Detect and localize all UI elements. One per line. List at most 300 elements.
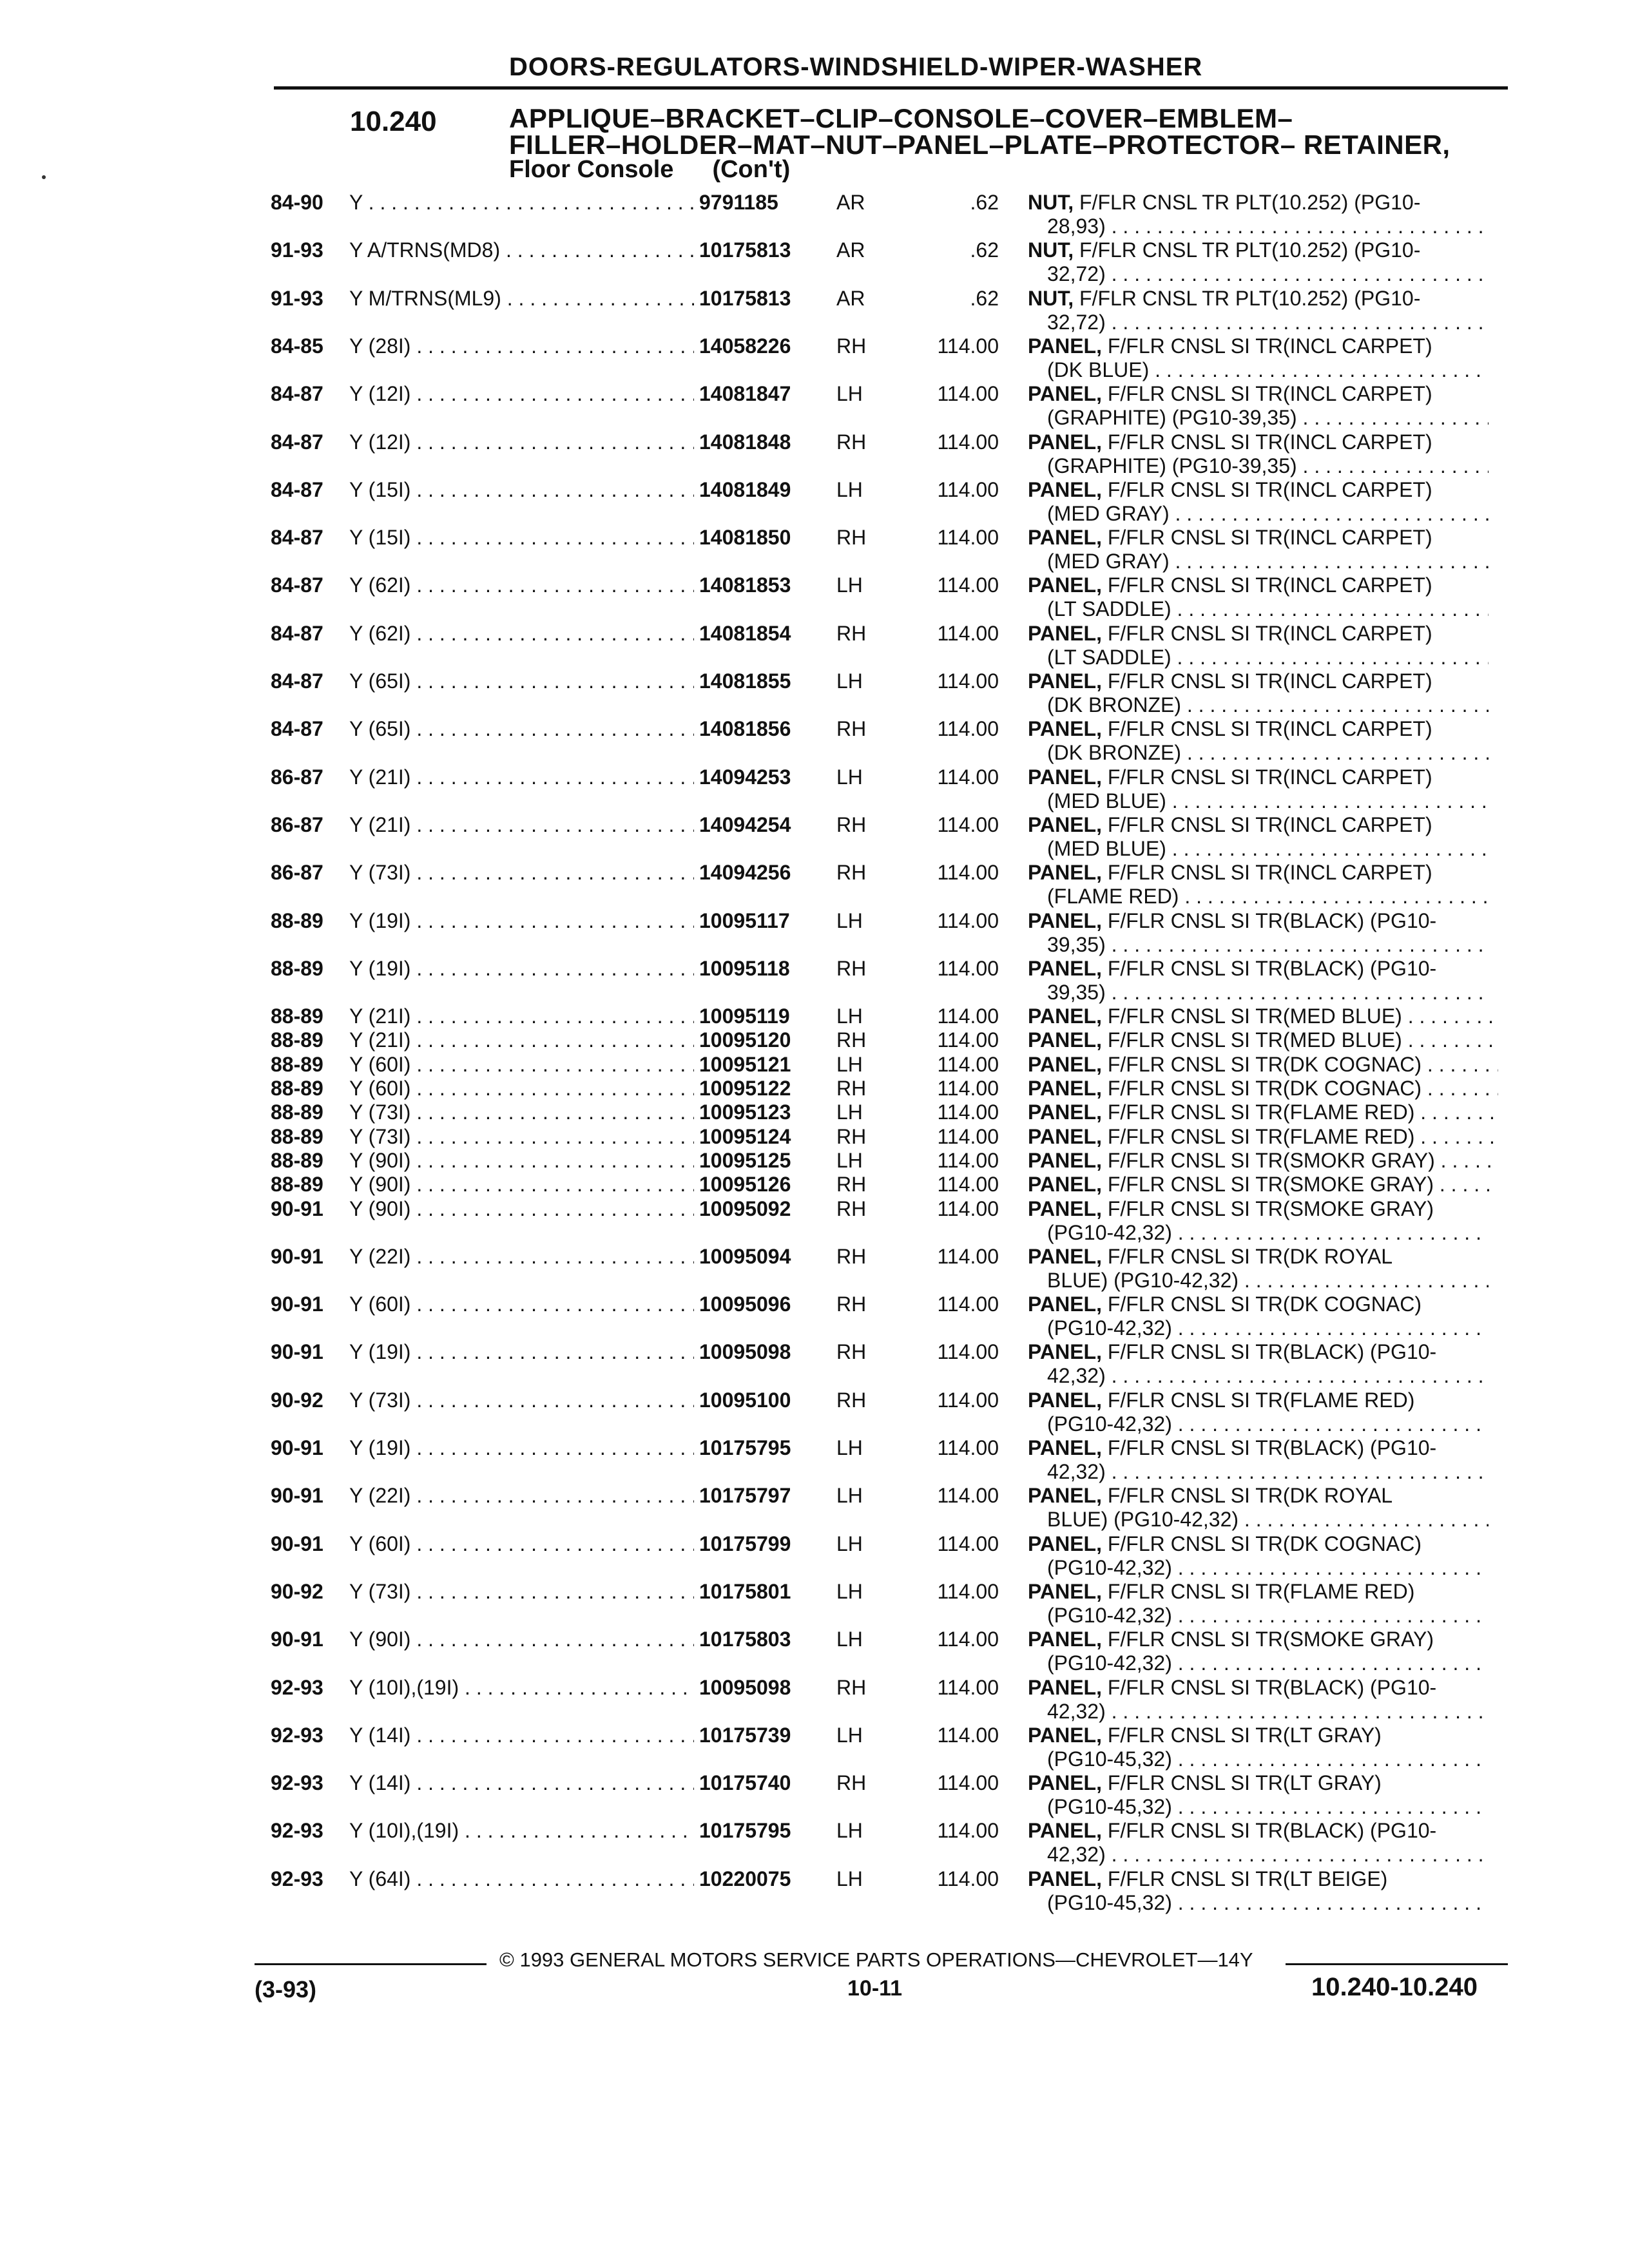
description-line1 (1028, 1676, 1498, 1700)
description-noun: PANEL, (1028, 1484, 1102, 1508)
description-noun: PANEL, (1028, 1388, 1102, 1412)
part-number: 10095092 (699, 1196, 791, 1220)
price: 114.00 (937, 908, 999, 932)
side-code: LH (836, 1148, 863, 1172)
description (1028, 1245, 1498, 1293)
price: 114.00 (937, 1196, 999, 1220)
price: .62 (970, 286, 999, 310)
description-detail: F/FLR CNSL TR PLT(10.252) (PG10- (1074, 238, 1421, 262)
description-line1 (1028, 1628, 1498, 1651)
description-line2: (LT SADDLE) . . . (1028, 646, 1489, 669)
model-years: 84-85 (271, 334, 323, 358)
side-code: RH (836, 1077, 867, 1100)
price: 114.00 (937, 1173, 999, 1196)
model-years: 91-93 (271, 286, 323, 310)
description (1028, 1028, 1498, 1052)
price: 114.00 (937, 1819, 999, 1843)
description-line1 (1028, 1724, 1498, 1747)
part-number: 14081849 (699, 477, 791, 501)
description-line2: (PG10-42,32) . . . (1028, 1651, 1489, 1675)
side-code: LH (836, 1436, 863, 1459)
price: 114.00 (937, 573, 999, 597)
price: 114.00 (937, 526, 999, 550)
price: 114.00 (937, 1100, 999, 1124)
part-number: 10175803 (699, 1628, 791, 1651)
description-detail: F/FLR CNSL SI TR(SMOKE GRAY) (1101, 1196, 1434, 1220)
table-row (0, 1028, 1629, 1052)
application: Y (19I) . . . (349, 957, 694, 981)
side-code: LH (836, 765, 863, 789)
model-years: 92-93 (271, 1771, 323, 1795)
description (1028, 1293, 1498, 1340)
application: Y (21I) . . . (349, 1004, 694, 1028)
table-row (0, 765, 1629, 813)
model-years: 90-91 (271, 1244, 323, 1268)
description-line2: (GRAPHITE) (PG10-39,35) . . . (1028, 406, 1489, 430)
description-line2: (PG10-42,32) . . . (1028, 1604, 1489, 1628)
description (1028, 287, 1498, 334)
model-years: 88-89 (271, 1173, 323, 1196)
footer-page-number: 10-11 (847, 1976, 903, 2001)
description-detail: F/FLR CNSL SI TR(MED BLUE) (1101, 1004, 1402, 1028)
side-code: RH (836, 430, 867, 454)
model-years: 84-87 (271, 477, 323, 501)
description-detail: F/FLR CNSL SI TR(INCL CARPET) (1101, 621, 1432, 645)
table-row (0, 1580, 1629, 1628)
description-detail: F/FLR CNSL SI TR(INCL CARPET) (1101, 669, 1432, 693)
description-line2: (PG10-45,32) . . . (1028, 1795, 1489, 1819)
table-row (0, 573, 1629, 621)
model-years: 90-91 (271, 1293, 323, 1316)
description-noun: PANEL, (1028, 1196, 1102, 1220)
description-detail: F/FLR CNSL SI TR(LT GRAY) (1101, 1771, 1382, 1795)
application: Y (14I) . . . (349, 1771, 694, 1795)
side-code: RH (836, 1173, 867, 1196)
side-code: RH (836, 1340, 867, 1364)
footer-date: (3-93) (255, 1976, 317, 2003)
side-code: LH (836, 1867, 863, 1890)
price: 114.00 (937, 382, 999, 406)
description (1028, 1100, 1498, 1124)
description-line1 (1028, 1028, 1498, 1052)
table-row (0, 1125, 1629, 1149)
model-years: 88-89 (271, 1004, 323, 1028)
model-years: 90-92 (271, 1388, 323, 1412)
side-code: LH (836, 1819, 863, 1843)
table-row (0, 1676, 1629, 1724)
description (1028, 1436, 1498, 1484)
description-noun: PANEL, (1028, 1579, 1102, 1603)
description-line1 (1028, 1100, 1498, 1124)
description-line1 (1028, 1867, 1498, 1891)
application: Y (73I) . . . (349, 1125, 694, 1149)
table-row (0, 1867, 1629, 1915)
application: Y (60I) . . . (349, 1053, 694, 1077)
side-code: RH (836, 1196, 867, 1220)
part-number: 14081856 (699, 717, 791, 741)
description-line2: (DK BRONZE) . . . (1028, 693, 1489, 717)
description-line1 (1028, 1173, 1498, 1196)
description-noun: NUT, (1028, 191, 1074, 214)
description-line1 (1028, 382, 1498, 406)
side-code: RH (836, 1124, 867, 1148)
description-line1 (1028, 1125, 1498, 1149)
model-years: 88-89 (271, 1028, 323, 1052)
table-row (0, 478, 1629, 526)
description (1028, 1724, 1498, 1771)
model-years: 84-87 (271, 526, 323, 550)
part-number: 10220075 (699, 1867, 791, 1890)
description (1028, 1771, 1498, 1819)
header-rule (274, 86, 1508, 90)
side-code: LH (836, 1052, 863, 1076)
description-line1 (1028, 622, 1498, 646)
description-noun: NUT, (1028, 238, 1074, 262)
description-line1 (1028, 1293, 1498, 1316)
description-detail: F/FLR CNSL SI TR(INCL CARPET) (1101, 861, 1432, 885)
price: 114.00 (937, 1004, 999, 1028)
description-line2: (PG10-42,32) . . . (1028, 1221, 1489, 1245)
description-line2: 32,72) . . . (1028, 311, 1489, 334)
price: 114.00 (937, 334, 999, 358)
application: Y (73I) . . . (349, 1389, 694, 1412)
description-detail: F/FLR CNSL SI TR(MED BLUE) (1101, 1028, 1402, 1052)
description-detail: F/FLR CNSL SI TR(SMOKR GRAY) (1101, 1148, 1435, 1172)
description-detail: F/FLR CNSL TR PLT(10.252) (PG10- (1074, 191, 1421, 214)
part-number: 10095119 (699, 1004, 790, 1028)
application: Y (90I) . . . (349, 1149, 694, 1173)
price: 114.00 (937, 1532, 999, 1555)
model-years: 86-87 (271, 765, 323, 789)
price: 114.00 (937, 1340, 999, 1364)
application: Y (10I),(19I) . . . (349, 1676, 694, 1700)
application: Y (60I) . . . (349, 1293, 694, 1316)
description-line2: 39,35) . . . (1028, 933, 1489, 957)
table-row (0, 1197, 1629, 1245)
description-detail: F/FLR CNSL SI TR(DK ROYAL (1101, 1244, 1393, 1268)
application: Y (73I) . . . (349, 1100, 694, 1124)
description-line2: (MED GRAY) . . . (1028, 502, 1489, 526)
description-line1 (1028, 861, 1498, 885)
table-row (0, 622, 1629, 669)
description (1028, 957, 1498, 1004)
footer-rule-right (1286, 1963, 1508, 1965)
application: Y (12I) . . . (349, 382, 694, 406)
description-noun: PANEL, (1028, 765, 1102, 789)
description-detail: F/FLR CNSL SI TR(DK ROYAL (1101, 1484, 1393, 1508)
model-years: 88-89 (271, 956, 323, 980)
description-line1 (1028, 1819, 1498, 1843)
side-code: RH (836, 1675, 867, 1699)
description (1028, 622, 1498, 669)
model-years: 92-93 (271, 1867, 323, 1890)
price: .62 (970, 238, 999, 262)
application: Y M/TRNS(ML9) . . . (349, 287, 694, 311)
model-years: 86-87 (271, 861, 323, 885)
side-code: LH (836, 1628, 863, 1651)
description-detail: F/FLR CNSL SI TR(INCL CARPET) (1101, 382, 1432, 406)
description-line1 (1028, 1004, 1498, 1028)
description-line1 (1028, 957, 1498, 981)
description-detail: F/FLR CNSL SI TR(FLAME RED) (1101, 1100, 1415, 1124)
application: Y (60I) . . . (349, 1532, 694, 1556)
description-line1 (1028, 765, 1498, 789)
description-line1 (1028, 238, 1498, 262)
model-years: 90-91 (271, 1484, 323, 1508)
part-number: 10095100 (699, 1388, 791, 1412)
application: Y (19I) . . . (349, 909, 694, 933)
table-row (0, 861, 1629, 908)
description-detail: F/FLR CNSL SI TR(BLACK) (PG10- (1101, 1675, 1437, 1699)
model-years: 92-93 (271, 1723, 323, 1747)
table-row (0, 191, 1629, 238)
part-number: 10095120 (699, 1028, 791, 1052)
description-line2: (PG10-42,32) . . . (1028, 1556, 1489, 1580)
model-years: 90-91 (271, 1340, 323, 1364)
price: 114.00 (937, 1628, 999, 1651)
description-line2: BLUE) (PG10-42,32) . . . (1028, 1508, 1489, 1532)
part-number: 10095124 (699, 1124, 791, 1148)
side-code: RH (836, 1388, 867, 1412)
part-number: 14094253 (699, 765, 791, 789)
section-continued: (Con't) (712, 156, 791, 183)
table-row (0, 1053, 1629, 1077)
description-line2: 42,32) . . . (1028, 1460, 1489, 1484)
table-row (0, 1724, 1629, 1771)
table-row (0, 287, 1629, 334)
application: Y (12I) . . . (349, 430, 694, 454)
application: Y (64I) . . . (349, 1867, 694, 1891)
description (1028, 1484, 1498, 1532)
price: 114.00 (937, 1484, 999, 1508)
description-line2: (PG10-45,32) . . . (1028, 1891, 1489, 1915)
description (1028, 478, 1498, 526)
description-noun: PANEL, (1028, 1148, 1102, 1172)
application: Y (19I) . . . (349, 1436, 694, 1460)
description-line1 (1028, 717, 1498, 741)
part-number: 10095125 (699, 1148, 791, 1172)
side-code: RH (836, 1028, 867, 1052)
description-noun: PANEL, (1028, 1532, 1102, 1555)
table-row (0, 1340, 1629, 1388)
description-line1 (1028, 1580, 1498, 1604)
description-detail: F/FLR CNSL SI TR(DK COGNAC) (1101, 1532, 1422, 1555)
price: 114.00 (937, 1052, 999, 1076)
side-code: RH (836, 334, 867, 358)
part-number: 10095126 (699, 1173, 791, 1196)
description (1028, 669, 1498, 717)
table-row (0, 334, 1629, 382)
part-number: 10095121 (699, 1052, 791, 1076)
side-code: LH (836, 1484, 863, 1508)
model-years: 84-87 (271, 573, 323, 597)
description-detail: F/FLR CNSL SI TR(SMOKE GRAY) (1101, 1173, 1434, 1196)
price: 114.00 (937, 1388, 999, 1412)
table-row (0, 1149, 1629, 1173)
table-row (0, 1819, 1629, 1867)
side-code: LH (836, 1100, 863, 1124)
description-noun: PANEL, (1028, 1100, 1102, 1124)
description-noun: PANEL, (1028, 1124, 1102, 1148)
price: 114.00 (937, 1293, 999, 1316)
section-subtitle-text: Floor Console (509, 156, 674, 183)
model-years: 84-87 (271, 717, 323, 741)
table-row (0, 526, 1629, 573)
description-line2: (LT SADDLE) . . . (1028, 597, 1489, 621)
description-detail: F/FLR CNSL SI TR(INCL CARPET) (1101, 717, 1432, 741)
part-number: 14058226 (699, 334, 791, 358)
application: Y (62I) . . . (349, 573, 694, 597)
description-detail: F/FLR CNSL SI TR(SMOKE GRAY) (1101, 1628, 1434, 1651)
description-line1 (1028, 526, 1498, 550)
description-line2: (GRAPHITE) (PG10-39,35) . . . (1028, 454, 1489, 478)
description-line1 (1028, 1532, 1498, 1556)
description-detail: F/FLR CNSL SI TR(INCL CARPET) (1101, 573, 1432, 597)
application: Y (90I) . . . (349, 1173, 694, 1196)
table-row (0, 382, 1629, 430)
side-code: LH (836, 573, 863, 597)
description-noun: PANEL, (1028, 1173, 1102, 1196)
description-line2: (MED GRAY) . . . (1028, 550, 1489, 573)
description-line1 (1028, 1484, 1498, 1508)
description-line1 (1028, 478, 1498, 502)
description-detail: F/FLR CNSL SI TR(INCL CARPET) (1101, 526, 1432, 550)
table-row (0, 957, 1629, 1004)
part-number: 14094256 (699, 861, 791, 885)
description (1028, 573, 1498, 621)
side-code: RH (836, 526, 867, 550)
price: 114.00 (937, 1148, 999, 1172)
description-line1 (1028, 813, 1498, 837)
description (1028, 1197, 1498, 1245)
price: 114.00 (937, 669, 999, 693)
part-number: 14081848 (699, 430, 791, 454)
part-number: 10175739 (699, 1723, 791, 1747)
description-line2: 42,32) . . . (1028, 1364, 1489, 1388)
description-line1 (1028, 287, 1498, 311)
side-code: RH (836, 812, 867, 836)
application: Y (73I) . . . (349, 861, 694, 885)
description (1028, 1173, 1498, 1196)
price: 114.00 (937, 1675, 999, 1699)
description (1028, 717, 1498, 765)
price: 114.00 (937, 621, 999, 645)
description-noun: PANEL, (1028, 1052, 1102, 1076)
table-row (0, 1245, 1629, 1293)
description-noun: PANEL, (1028, 1867, 1102, 1890)
side-code: LH (836, 477, 863, 501)
description (1028, 1532, 1498, 1580)
description (1028, 861, 1498, 908)
section-number: 10.240 (350, 106, 437, 137)
part-number: 10175813 (699, 286, 791, 310)
description-noun: PANEL, (1028, 908, 1102, 932)
price: 114.00 (937, 717, 999, 741)
model-years: 88-89 (271, 908, 323, 932)
part-number: 10175740 (699, 1771, 791, 1795)
description-line2: (DK BRONZE) . . . (1028, 741, 1489, 765)
description (1028, 1340, 1498, 1388)
price: 114.00 (937, 1436, 999, 1459)
part-number: 9791185 (699, 191, 778, 214)
table-row (0, 1628, 1629, 1675)
part-number: 14081850 (699, 526, 791, 550)
description-detail: F/FLR CNSL SI TR(DK COGNAC) (1101, 1293, 1422, 1316)
part-number: 10175795 (699, 1819, 791, 1843)
description-line2: 32,72) . . . (1028, 262, 1489, 286)
part-number: 10095096 (699, 1293, 791, 1316)
model-years: 90-92 (271, 1579, 323, 1603)
description-line2: 42,32) . . . (1028, 1700, 1489, 1724)
description-noun: PANEL, (1028, 1436, 1102, 1459)
application: Y A/TRNS(MD8) . . . (349, 238, 694, 262)
part-number: 10095123 (699, 1100, 791, 1124)
description (1028, 430, 1498, 478)
description-detail: F/FLR CNSL SI TR(LT GRAY) (1101, 1723, 1382, 1747)
description-detail: F/FLR CNSL SI TR(BLACK) (PG10- (1101, 1340, 1437, 1364)
price: 114.00 (937, 430, 999, 454)
application: Y (14I) . . . (349, 1724, 694, 1747)
application: Y (21I) . . . (349, 1028, 694, 1052)
description-noun: PANEL, (1028, 621, 1102, 645)
table-row (0, 1436, 1629, 1484)
description-noun: PANEL, (1028, 1771, 1102, 1795)
application: Y (19I) . . . (349, 1340, 694, 1364)
price: 114.00 (937, 1244, 999, 1268)
description-line1 (1028, 1197, 1498, 1221)
description-line1 (1028, 1245, 1498, 1269)
side-code: RH (836, 717, 867, 741)
description-line1 (1028, 1340, 1498, 1364)
model-years: 84-87 (271, 430, 323, 454)
description-detail: F/FLR CNSL SI TR(INCL CARPET) (1101, 477, 1432, 501)
price: .62 (970, 191, 999, 214)
description-line1 (1028, 191, 1498, 215)
description-detail: F/FLR CNSL SI TR(BLACK) (PG10- (1101, 1436, 1437, 1459)
description-noun: PANEL, (1028, 717, 1102, 741)
description (1028, 238, 1498, 286)
price: 114.00 (937, 1028, 999, 1052)
side-code: LH (836, 1579, 863, 1603)
description-detail: F/FLR CNSL SI TR(DK COGNAC) (1101, 1077, 1422, 1100)
table-row (0, 430, 1629, 478)
description-line1 (1028, 1436, 1498, 1460)
description (1028, 1628, 1498, 1675)
application: Y (21I) . . . (349, 765, 694, 789)
application: Y (28I) . . . (349, 334, 694, 358)
side-code: AR (836, 286, 865, 310)
description-noun: PANEL, (1028, 1028, 1102, 1052)
description (1028, 1676, 1498, 1724)
price: 114.00 (937, 956, 999, 980)
description-line1 (1028, 430, 1498, 454)
application: Y (60I) . . . (349, 1077, 694, 1100)
table-row (0, 1004, 1629, 1028)
description-line2: (MED BLUE) . . . (1028, 837, 1489, 861)
price: 114.00 (937, 1867, 999, 1890)
price: 114.00 (937, 1723, 999, 1747)
description-noun: PANEL, (1028, 812, 1102, 836)
price: 114.00 (937, 1579, 999, 1603)
model-years: 90-91 (271, 1196, 323, 1220)
description-noun: PANEL, (1028, 669, 1102, 693)
description-line1 (1028, 334, 1498, 358)
model-years: 88-89 (271, 1148, 323, 1172)
model-years: 92-93 (271, 1675, 323, 1699)
model-years: 91-93 (271, 238, 323, 262)
side-code: RH (836, 956, 867, 980)
description-detail: F/FLR CNSL SI TR(LT BEIGE) (1101, 1867, 1388, 1890)
